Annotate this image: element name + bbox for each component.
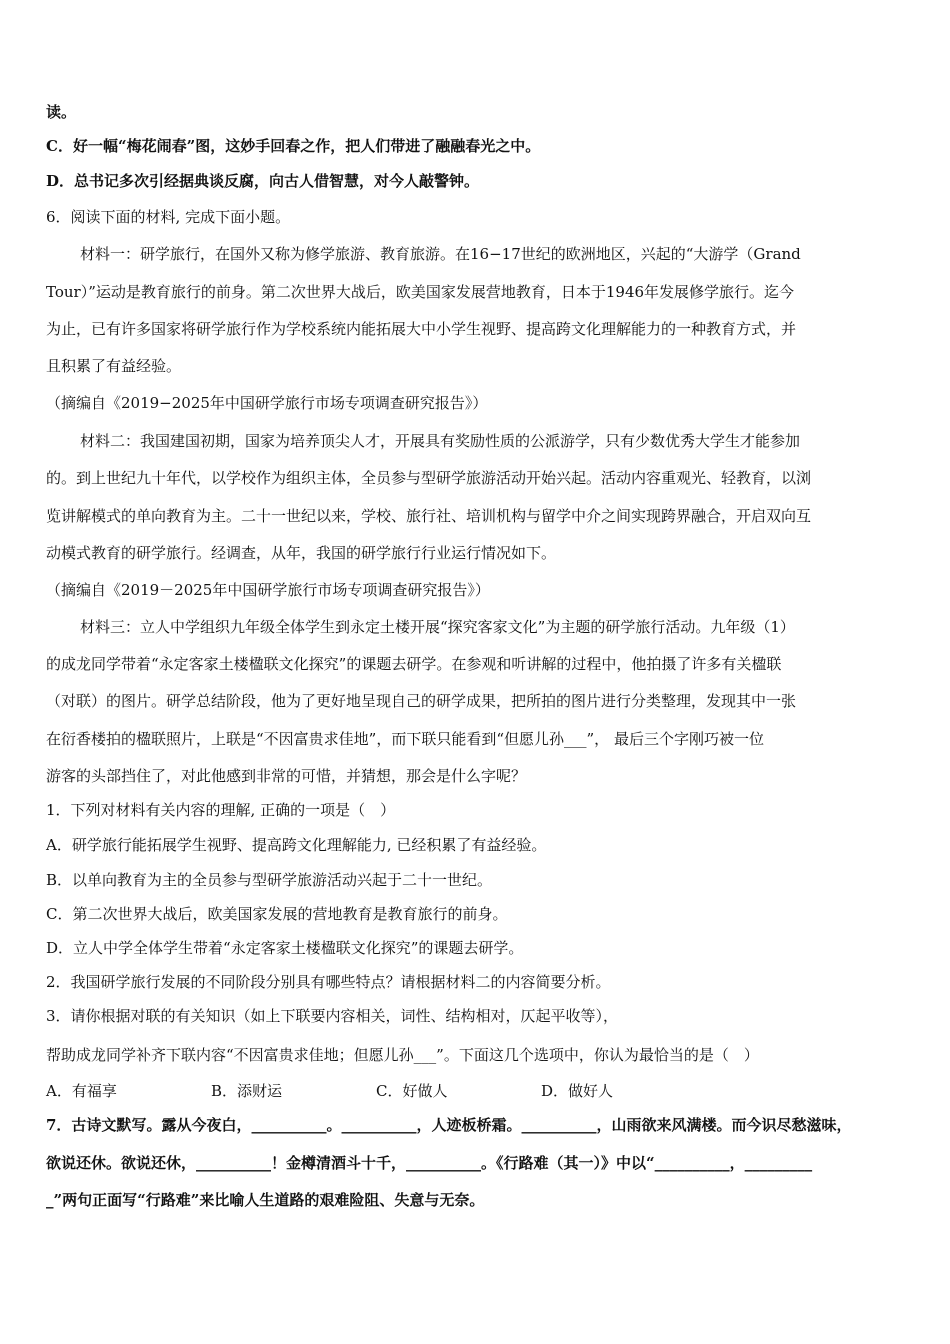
material-1-line: 为止，已有许多国家将研学旅行作为学校系统内能拓展大中小学生视野、提高跨文化理解能力的一种教育方式，并 [46,320,797,338]
material-1-line: Tour）”运动是教育旅行的前身。第二次世界大战后，欧美国家发展营地教育，日本于1946年发展修学旅行。迄今 [46,283,795,301]
option-a: A．有福享 [46,1082,117,1100]
material-2-source: （摘编自《2019－2025年中国研学旅行市场专项调查研究报告》） [46,581,490,599]
question-1-option-b: B．以单向教育为主的全员参与型研学旅游活动兴起于二十一世纪。 [46,871,493,889]
question-3: 3．请你根据对联的有关知识（如上下联要内容相关，词性、结构相对，仄起平收等）， [46,1007,619,1025]
material-1-line: 且积累了有益经验。 [46,357,182,375]
question-6-heading: 6．阅读下面的材料, 完成下面小题。 [46,208,291,226]
option-c: C．好做人 [376,1082,448,1100]
question-1-option-d: D．立人中学全体学生带着“永定客家土楼楹联文化探究”的课题去研学。 [46,939,524,957]
question-7-line: _”两句正面写“行路难”来比喻人生道路的艰难险阻、失意与无奈。 [46,1191,485,1209]
question-1-option-a: A．研学旅行能拓展学生视野、提高跨文化理解能力, 已经积累了有益经验。 [46,836,547,854]
question-3-options [46,1081,706,1101]
material-3-line: 材料三：立人中学组织九年级全体学生到永定土楼开展“探究客家文化”为主题的研学旅行活动。九年级（1） [80,618,795,636]
material-3-line: 的成龙同学带着“永定客家土楼楹联文化探究”的课题去研学。在参观和听讲解的过程中，他拍摄了许多有关楹联 [46,655,782,673]
option-b: B．添财运 [211,1082,283,1100]
material-2-line: 材料二：我国建国初期，国家为培养顶尖人才，开展具有奖励性质的公派游学，只有少数优秀大学生才能参加 [80,432,801,450]
question-7-line: 欲说还休。欲说还休，__________！金樽清酒斗十千，__________。《行路难（其一）》中以“__________，_________ [46,1154,813,1172]
material-3-line: 游客的头部挡住了，对此他感到非常的可惜，并猜想，那会是什么字呢？ [46,767,527,785]
material-2-line: 动模式教育的研学旅行。经调查，从年，我国的研学旅行行业运行情况如下。 [46,544,557,562]
option-d: D．做好人 [541,1082,614,1100]
question-3-continued: 帮助成龙同学补齐下联内容“不因富贵求佳地；但愿儿孙___”。下面这几个选项中，你认为最恰当的是（ ） [46,1046,759,1064]
question-1: 1．下列对材料有关内容的理解, 正确的一项是（ ） [46,801,396,819]
question-1-option-c: C．第二次世界大战后，欧美国家发展的营地教育是教育旅行的前身。 [46,905,508,923]
option-d-line: D．总书记多次引经据典谈反腐，向古人借智慧，对今人敲警钟。 [46,172,480,190]
text-line: 读。 [46,103,77,121]
material-1-source: （摘编自《2019−2025年中国研学旅行市场专项调查研究报告》） [46,394,488,412]
question-7-line: 7．古诗文默写。露从今夜白，__________。__________，人迹板桥霜。__________，山雨欲来风满楼。而今识尽愁滋味， [46,1116,852,1134]
material-2-line: 览讲解模式的单向教育为主。二十一世纪以来，学校、旅行社、培训机构与留学中介之间实现跨界融合，开启双向互 [46,507,812,525]
material-1-line: 材料一：研学旅行，在国外又称为修学旅游、教育旅游。在16−17世纪的欧洲地区，兴起的“大游学（Grand [80,245,801,263]
material-2-line: 的。到上世纪九十年代，以学校作为组织主体，全员参与型研学旅游活动开始兴起。活动内容重观光、轻教育，以浏 [46,469,812,487]
material-3-line: （对联）的图片。研学总结阶段，他为了更好地呈现自己的研学成果，把所拍的图片进行分类整理，发现其中一张 [46,692,797,710]
material-3-line: 在衍香楼拍的楹联照片，上联是“不因富贵求佳地”，而下联只能看到“但愿儿孙___”， 最后三个字刚巧被一位 [46,730,764,748]
question-2: 2．我国研学旅行发展的不同阶段分别具有哪些特点？请根据材料二的内容简要分析。 [46,973,611,991]
option-c-line: C．好一幅“梅花闹春”图，这妙手回春之作，把人们带进了融融春光之中。 [46,137,541,155]
